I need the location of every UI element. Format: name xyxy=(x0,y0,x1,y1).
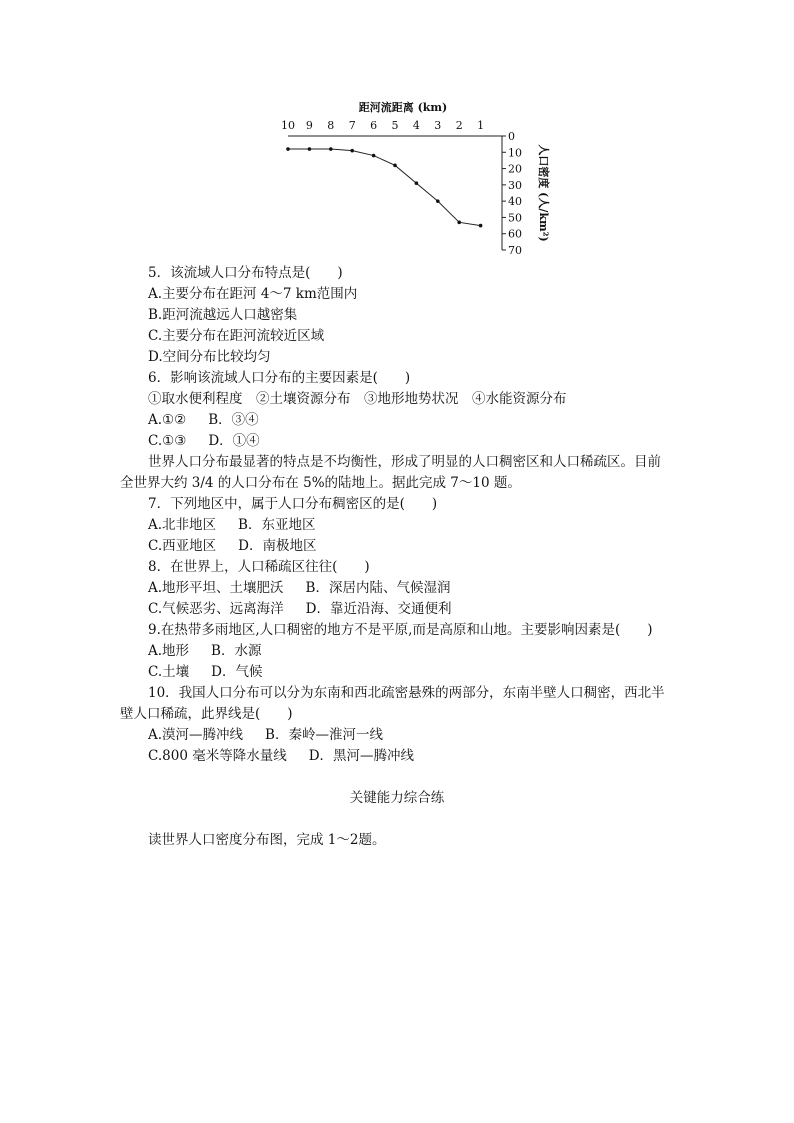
data-point xyxy=(308,147,312,151)
q7-stem: 7．下列地区中，属于人口分布稠密区的是( ) xyxy=(148,496,438,512)
next-question-intro: 读世界人口密度分布图，完成 1～2题。 xyxy=(148,832,386,848)
q5-option-d: D.空间分布比较均匀 xyxy=(148,349,271,365)
q6-options-row1 xyxy=(148,410,259,430)
q8-stem: 8．在世界上，人口稀疏区往往( ) xyxy=(148,559,370,575)
data-point xyxy=(286,147,290,151)
q7-options-row2 xyxy=(148,536,316,556)
q10-stem-line-1: 10．我国人口分布可以分为东南和西北疏密悬殊的两部分，东南半壁人口稠密，西北半 xyxy=(148,685,665,701)
data-point xyxy=(415,181,419,185)
q9-options-row1 xyxy=(148,641,261,661)
q9-stem: 9.在热带多雨地区,人口稠密的地方不是平原,而是高原和山地。主要影响因素是( ) xyxy=(148,622,653,638)
x-tick-label: 2 xyxy=(455,119,463,132)
q8-option-b: B．深居内陆、气候湿润 xyxy=(305,580,451,596)
x-tick-label: 4 xyxy=(412,119,420,132)
q10-options-row2 xyxy=(148,746,414,766)
y-tick-label: 60 xyxy=(508,227,522,241)
data-point xyxy=(457,221,461,225)
x-tick-label: 7 xyxy=(348,119,356,132)
q6-option-c: C.①③ xyxy=(148,433,187,449)
y-tick-label: 50 xyxy=(508,211,522,225)
y-tick-label: 40 xyxy=(508,195,522,209)
q5-option-b: B.距河流越远人口越密集 xyxy=(148,307,298,323)
q7-option-c: C.西亚地区 xyxy=(148,538,217,554)
data-points xyxy=(286,147,482,227)
x-tick-label: 8 xyxy=(327,119,335,132)
chart-title: 距河流距离 (km) xyxy=(358,101,448,114)
q7-options-row1 xyxy=(148,515,315,535)
q7-option-a: A.北非地区 xyxy=(148,517,217,533)
q10-options-row1 xyxy=(148,725,383,745)
q6-option-a: A.①② xyxy=(148,412,187,428)
q10-option-c: C.800 毫米等降水量线 xyxy=(148,748,287,764)
x-tick-label: 6 xyxy=(370,119,378,132)
q7-option-d: D．南极地区 xyxy=(238,538,317,554)
data-point xyxy=(436,199,440,203)
q9-option-c: C.土壤 xyxy=(148,664,190,680)
q9-option-d: D．气候 xyxy=(211,664,263,680)
q5-stem: 5．该流域人口分布特点是( ) xyxy=(148,265,343,281)
data-series-line xyxy=(288,149,481,226)
q6-option-d: D．①④ xyxy=(208,433,260,449)
data-point xyxy=(393,164,397,168)
y-axis-label-text: 人口密度 (人/km²) xyxy=(537,144,550,242)
q8-option-a: A.地形平坦、土壤肥沃 xyxy=(148,580,284,596)
x-tick-label: 9 xyxy=(305,119,313,132)
q5-option-a: A.主要分布在距河 4～7 km范围内 xyxy=(148,286,358,302)
y-tick-label: 10 xyxy=(508,146,522,160)
q8-option-d: D．靠近沿海、交通便利 xyxy=(305,601,452,617)
q7-option-b: B．东亚地区 xyxy=(238,517,316,533)
population-density-chart xyxy=(270,95,560,270)
q8-option-c: C.气候恶劣、远离海洋 xyxy=(148,601,284,617)
x-axis-ticks xyxy=(281,119,484,132)
y-tick-label: 70 xyxy=(508,244,522,257)
q9-options-row2 xyxy=(148,662,262,682)
q6-option-b: B．③④ xyxy=(208,412,259,428)
y-tick-label: 30 xyxy=(508,178,522,192)
section-title: 关键能力综合练 xyxy=(349,790,445,806)
data-point xyxy=(329,147,333,151)
q8-options-row2 xyxy=(148,599,451,619)
q10-stem-line-2: 壁人口稀疏，此界线是( ) xyxy=(120,706,293,722)
q6-options-row2 xyxy=(148,431,260,451)
x-tick-label: 10 xyxy=(281,119,295,132)
q6-stem: 6．影响该流域人口分布的主要因素是( ) xyxy=(148,370,411,386)
q9-option-a: A.地形 xyxy=(148,643,190,659)
data-point xyxy=(479,224,483,228)
passage-line-1: 世界人口分布最显著的特点是不均衡性，形成了明显的人口稠密区和人口稀疏区。目前 xyxy=(148,454,661,470)
y-axis-label xyxy=(537,144,551,241)
passage-line-2: 全世界大约 3/4 的人口分布在 5%的陆地上。据此完成 7～10 题。 xyxy=(120,475,521,491)
q8-options-row1 xyxy=(148,578,450,598)
y-tick-label: 0 xyxy=(508,130,515,143)
data-point xyxy=(372,154,376,158)
q9-option-b: B．水源 xyxy=(211,643,262,659)
q10-option-d: D．黑河—腾冲线 xyxy=(308,748,415,764)
x-tick-label: 5 xyxy=(391,119,399,132)
x-tick-label: 3 xyxy=(434,119,442,132)
y-axis-ticks xyxy=(502,130,522,257)
x-tick-label: 1 xyxy=(477,119,485,132)
data-point xyxy=(350,149,354,153)
q5-option-c: C.主要分布在距河流较近区域 xyxy=(148,328,325,344)
q10-option-b: B．秦岭—淮河一线 xyxy=(265,727,383,743)
q10-option-a: A.漠河—腾冲线 xyxy=(148,727,244,743)
q6-items: ①取水便利程度 ②土壤资源分布 ③地形地势状况 ④水能资源分布 xyxy=(148,391,567,407)
y-tick-label: 20 xyxy=(508,162,522,176)
